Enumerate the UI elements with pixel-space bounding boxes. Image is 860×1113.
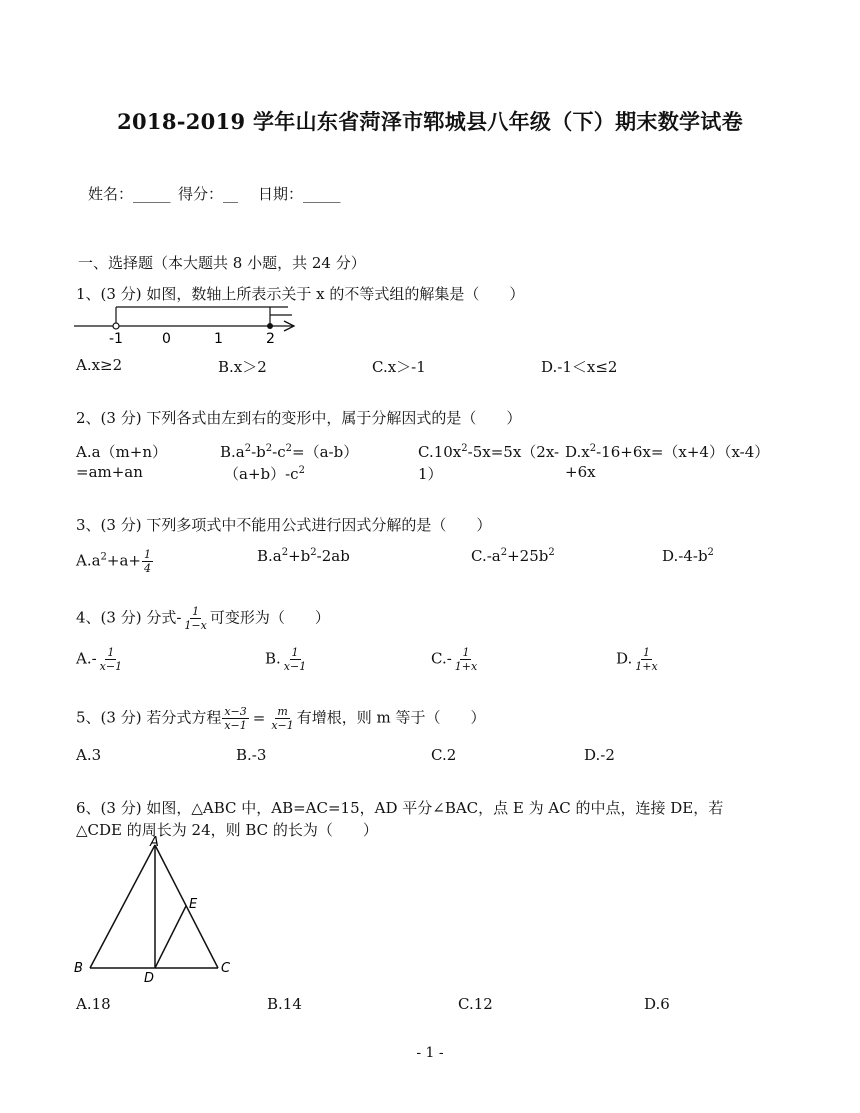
q1-option-c[interactable]: C.x＞-1 bbox=[372, 358, 426, 376]
q3-option-c[interactable] bbox=[471, 547, 555, 565]
vertex-label-a: A bbox=[150, 835, 159, 850]
text: -5x=5x（2x- bbox=[467, 443, 560, 461]
exponent: 2 bbox=[589, 443, 597, 454]
q6-option-d[interactable]: D.6 bbox=[644, 995, 670, 1013]
text: +b bbox=[288, 547, 311, 565]
segment-de bbox=[155, 906, 186, 968]
fraction bbox=[182, 606, 208, 631]
exponent: 2 bbox=[500, 547, 508, 558]
text: B.a bbox=[220, 443, 245, 461]
question-6-stem-line1: 6、(3 分) 如图，△ABC 中，AB=AC=15，AD 平分∠BAC，点 E 为 AC 的中点，连接 DE，若 bbox=[76, 799, 724, 817]
denominator: x−1 bbox=[224, 719, 247, 732]
fraction bbox=[98, 647, 124, 672]
q4-option-d[interactable] bbox=[616, 647, 661, 672]
q4-option-c[interactable] bbox=[431, 647, 480, 672]
q2-option-b[interactable] bbox=[220, 441, 358, 462]
fraction bbox=[282, 647, 308, 672]
q2-option-d[interactable] bbox=[565, 441, 769, 462]
text: A.- bbox=[76, 649, 97, 668]
text: +25b bbox=[507, 547, 549, 565]
q1-option-d[interactable]: D.-1＜x≤2 bbox=[541, 358, 618, 376]
q6-option-a[interactable]: A.18 bbox=[76, 995, 111, 1013]
vertex-label-b: B bbox=[74, 961, 83, 976]
fraction bbox=[142, 549, 153, 574]
q4-option-a[interactable] bbox=[76, 647, 125, 672]
text: +a+ bbox=[106, 551, 142, 570]
numerator: 1 bbox=[291, 646, 299, 659]
denominator: x−1 bbox=[283, 660, 307, 673]
question-1-stem: 1、(3 分) 如图，数轴上所表示关于 x 的不等式组的解集是（ ） bbox=[76, 285, 525, 303]
exponent: 2 bbox=[461, 443, 468, 454]
tick-label: 1 bbox=[214, 331, 223, 346]
q1-option-a[interactable]: A.x≥2 bbox=[76, 356, 123, 374]
text: 可变形为（ ） bbox=[209, 608, 330, 627]
fraction bbox=[633, 647, 659, 672]
equals-sign: = bbox=[252, 708, 266, 727]
exponent: 2 bbox=[707, 547, 714, 558]
denominator: 1−x bbox=[184, 619, 207, 632]
text: C.- bbox=[431, 649, 452, 668]
q6-option-c[interactable]: C.12 bbox=[458, 995, 493, 1013]
text: （a+b）-c bbox=[224, 465, 299, 483]
vertex-label-e: E bbox=[189, 897, 198, 912]
vertex-label-d: D bbox=[144, 971, 155, 986]
exponent: 2 bbox=[298, 465, 305, 476]
segment-ab bbox=[90, 845, 155, 968]
text: C.10x bbox=[418, 443, 462, 461]
text: C.-a bbox=[471, 547, 501, 565]
closed-point-icon bbox=[267, 323, 273, 329]
q5-option-c[interactable]: C.2 bbox=[431, 746, 457, 764]
numerator: 1 bbox=[642, 646, 650, 659]
denominator: 1+x bbox=[635, 660, 658, 673]
open-point-icon bbox=[113, 323, 119, 329]
q2-option-a[interactable] bbox=[76, 441, 167, 462]
q3-option-b[interactable] bbox=[257, 547, 350, 565]
q2-a-line1: A.a（m+n） bbox=[76, 443, 167, 461]
text: -16+6x=（x+4）（x-4） bbox=[596, 443, 770, 461]
page-number: - 1 - bbox=[416, 1045, 444, 1061]
text: 5、(3 分) 若分式方程 bbox=[76, 708, 222, 727]
denominator: x−1 bbox=[99, 660, 123, 673]
q2-option-b-cont bbox=[224, 463, 305, 484]
score-field: 得分：__ bbox=[178, 185, 239, 203]
text: 4、(3 分) 分式- bbox=[76, 608, 182, 627]
question-6-stem-line2: △CDE 的周长为 24，则 BC 的长为（ ） bbox=[76, 821, 378, 839]
q1-option-b[interactable]: B.x＞2 bbox=[218, 358, 267, 376]
tick-label: -1 bbox=[109, 331, 123, 346]
triangle-figure bbox=[70, 832, 245, 987]
text: A.a bbox=[76, 551, 101, 570]
exponent: 2 bbox=[100, 551, 107, 563]
exponent: 2 bbox=[310, 547, 317, 558]
text: -c bbox=[272, 443, 286, 461]
q2-option-d-cont: +6x bbox=[565, 463, 596, 481]
text: B. bbox=[265, 649, 281, 668]
text: D.-4-b bbox=[662, 547, 708, 565]
numerator: 1 bbox=[462, 646, 470, 659]
exponent: 2 bbox=[548, 547, 555, 558]
q6-option-b[interactable]: B.14 bbox=[267, 995, 302, 1013]
text: B.a bbox=[257, 547, 282, 565]
denominator: x−1 bbox=[271, 719, 294, 732]
tick-label: 2 bbox=[266, 331, 275, 346]
fraction bbox=[453, 647, 479, 672]
question-3-stem: 3、(3 分) 下列多项式中不能用公式进行因式分解的是（ ） bbox=[76, 516, 492, 534]
numerator: 1 bbox=[192, 605, 200, 618]
q3-option-a[interactable] bbox=[76, 549, 154, 574]
text: -b bbox=[251, 443, 266, 461]
vertex-label-c: C bbox=[221, 961, 231, 976]
q4-option-b[interactable] bbox=[265, 647, 309, 672]
tick-label: 0 bbox=[162, 331, 171, 346]
exponent: 2 bbox=[281, 547, 289, 558]
question-5-stem bbox=[76, 706, 486, 731]
q2-option-c[interactable] bbox=[418, 441, 559, 462]
fraction bbox=[222, 706, 248, 731]
name-field: 姓名：_____ bbox=[88, 185, 171, 203]
q2-option-c-cont: 1） bbox=[418, 465, 443, 483]
fraction bbox=[269, 706, 295, 731]
numerator: 1 bbox=[107, 646, 115, 659]
exponent: 2 bbox=[265, 443, 273, 454]
section-heading: 一、选择题（本大题共 8 小题，共 24 分） bbox=[78, 254, 366, 272]
numerator: x−3 bbox=[224, 705, 247, 718]
numerator: 1 bbox=[144, 548, 152, 561]
page-title: 2018-2019 学年山东省菏泽市郓城县八年级（下）期末数学试卷 bbox=[117, 109, 743, 134]
text: =（a-b） bbox=[292, 443, 359, 461]
text: -2ab bbox=[316, 547, 350, 565]
number-line-figure bbox=[72, 300, 302, 346]
denominator: 4 bbox=[144, 562, 152, 575]
q5-option-a[interactable]: A.3 bbox=[76, 746, 102, 764]
denominator: 1+x bbox=[454, 660, 478, 673]
text: D. bbox=[616, 649, 633, 668]
exponent: 2 bbox=[285, 443, 293, 454]
q3-option-d[interactable] bbox=[662, 547, 714, 565]
q5-option-d[interactable]: D.-2 bbox=[584, 746, 615, 764]
q5-option-b[interactable]: B.-3 bbox=[236, 746, 267, 764]
numerator: m bbox=[277, 705, 288, 718]
text: D.x bbox=[565, 443, 590, 461]
q2-option-a-cont: =am+an bbox=[76, 463, 143, 481]
question-2-stem: 2、(3 分) 下列各式由左到右的变形中，属于分解因式的是（ ） bbox=[76, 409, 522, 427]
question-4-stem bbox=[76, 606, 330, 631]
date-field: 日期：_____ bbox=[258, 185, 341, 203]
exponent: 2 bbox=[244, 443, 252, 454]
text: 有增根，则 m 等于（ ） bbox=[296, 708, 486, 727]
